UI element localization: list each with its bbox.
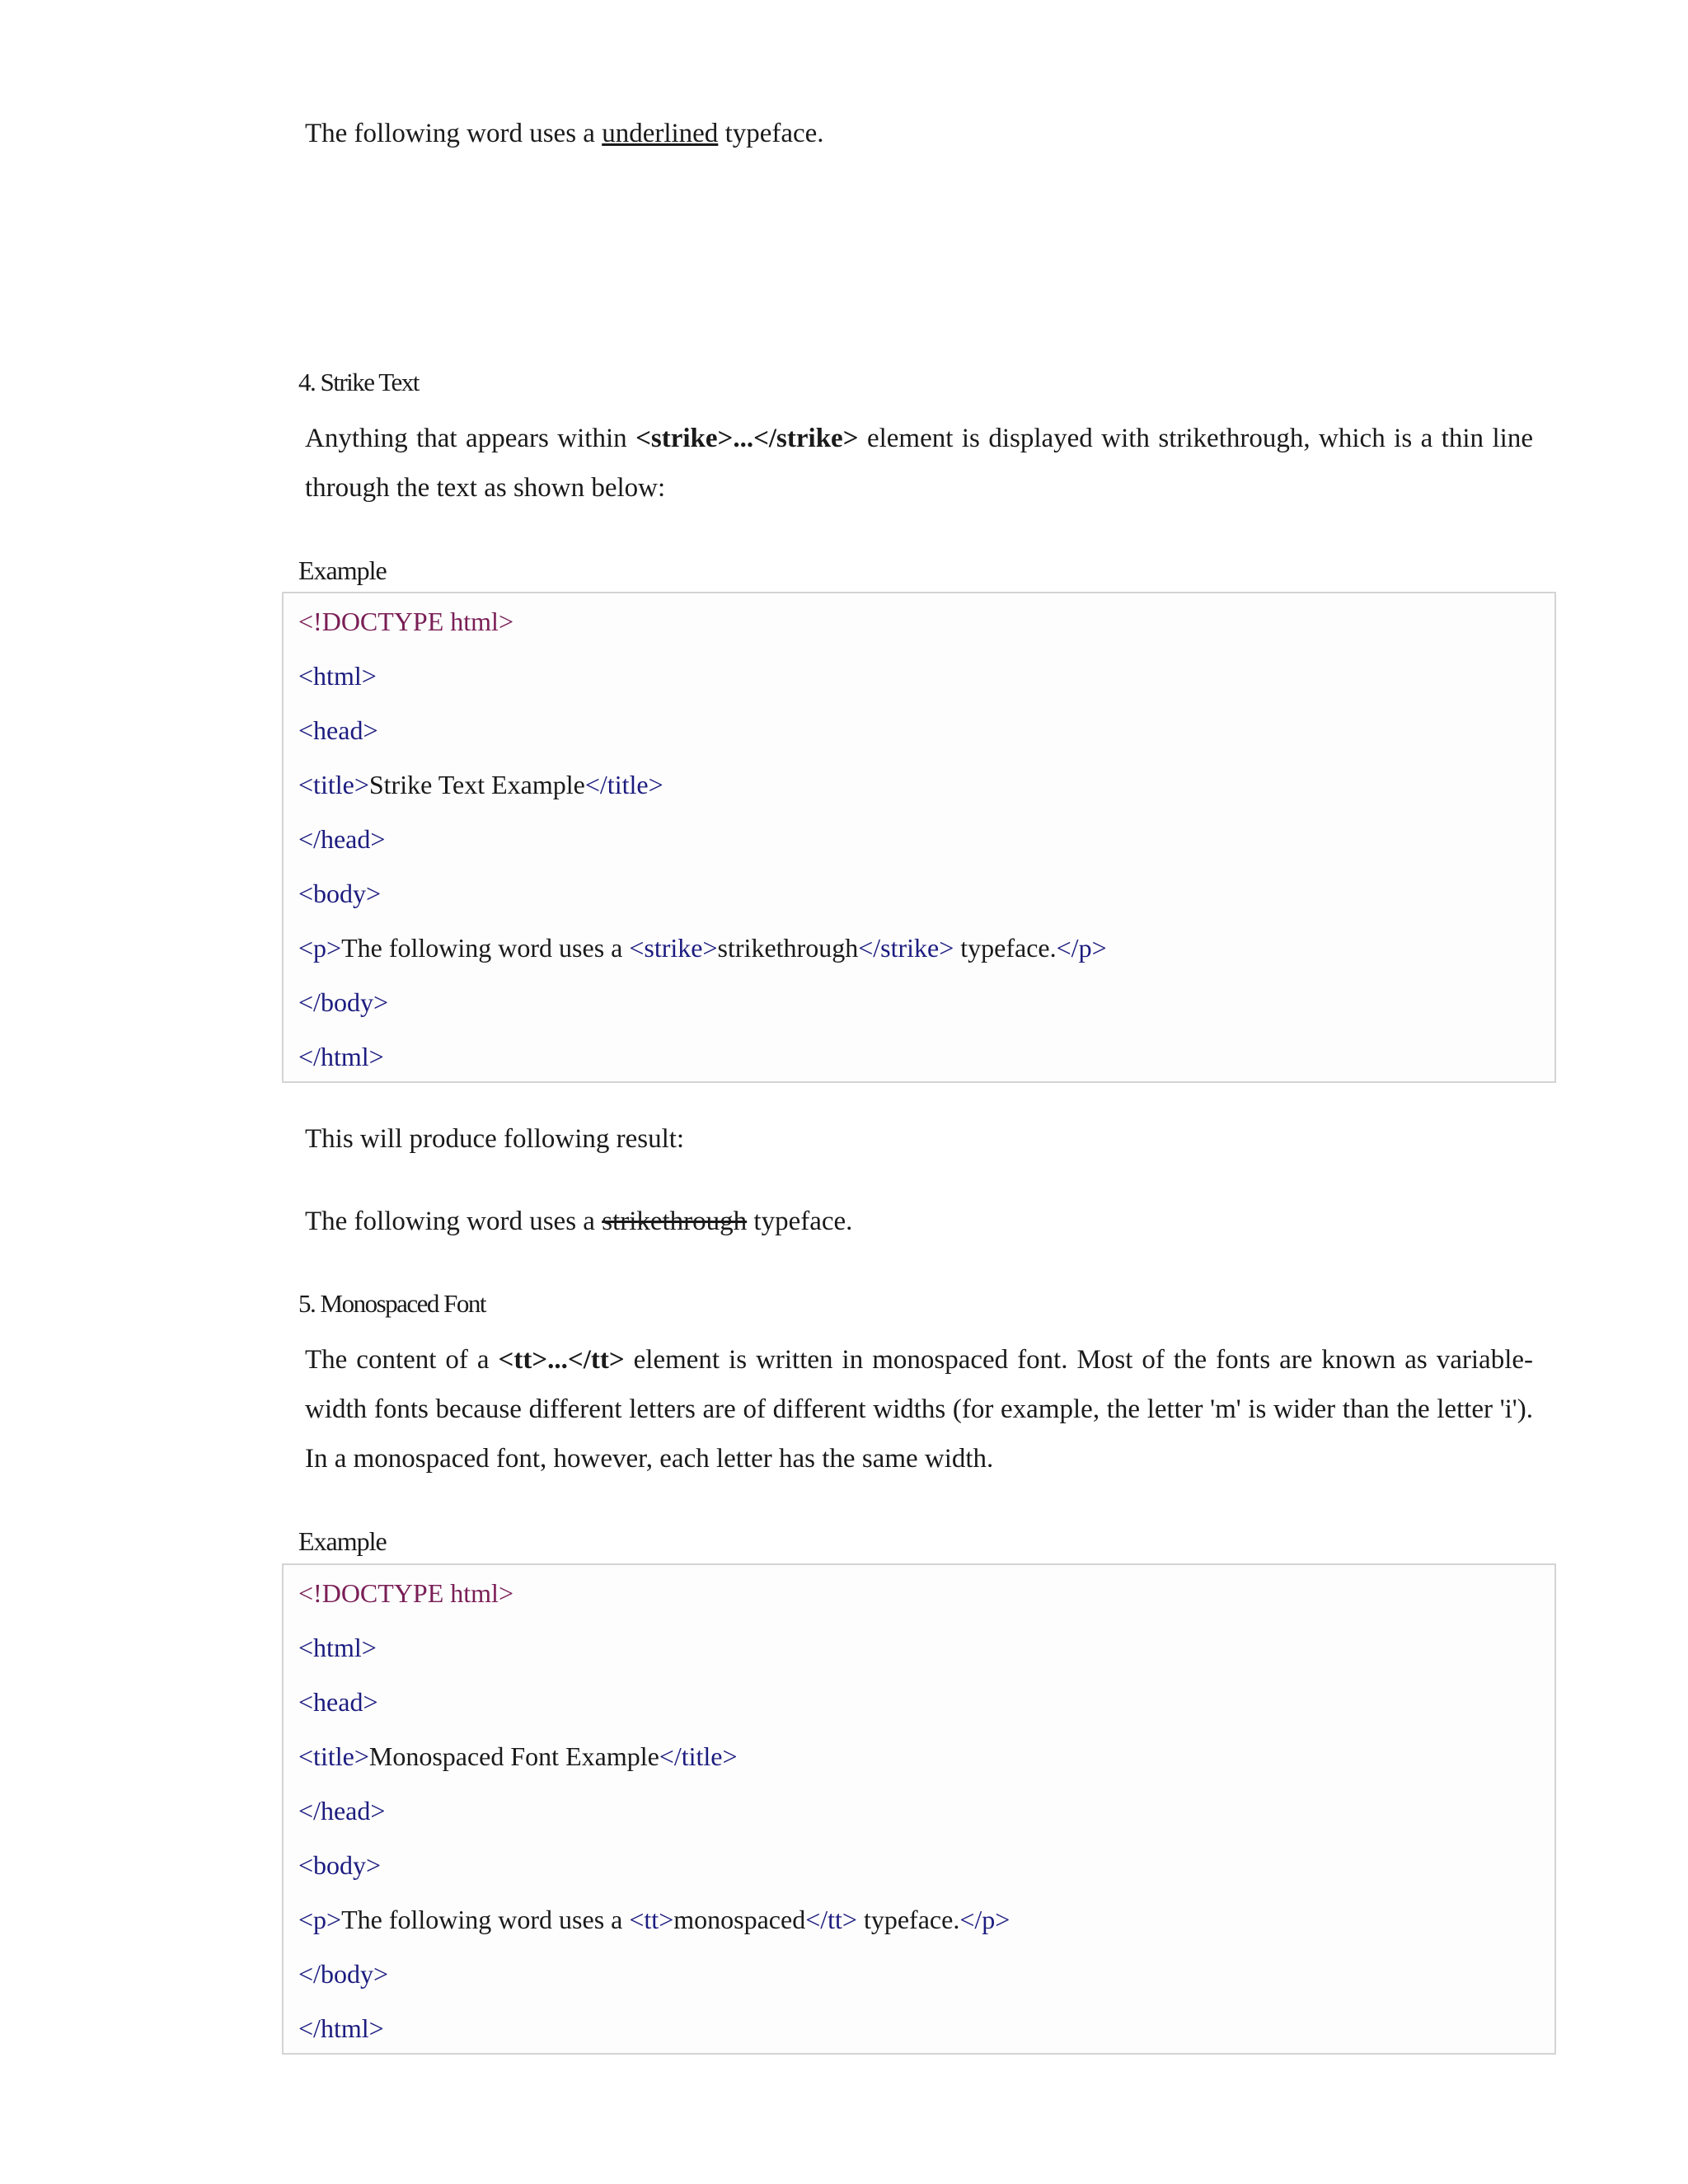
code-line: <html> bbox=[298, 1633, 377, 1662]
strike-example-label: Example bbox=[298, 555, 387, 585]
code-line: <html> bbox=[298, 661, 377, 691]
strike-result-line: The following word uses a strikethrough typeface. bbox=[305, 1207, 853, 1236]
mono-example-label: Example bbox=[298, 1526, 387, 1556]
underline-result-line bbox=[305, 109, 1533, 158]
result-text-after: typeface. bbox=[718, 119, 824, 148]
mono-section-heading: 5. Monospaced Font bbox=[298, 1289, 486, 1318]
code-line: </body> bbox=[298, 1959, 388, 1989]
code-line: </html> bbox=[298, 2013, 384, 2043]
code-line: <p>The following word uses a <strike>strikethrough</strike> typeface.</p> bbox=[298, 933, 1107, 963]
code-line: <head> bbox=[298, 715, 378, 745]
code-line: <title>Monospaced Font Example</title> bbox=[298, 1741, 738, 1771]
strike-intro-paragraph: Anything that appears within <strike>...</strike> element is displayed with strikethrough, which is a thin line through the text as shown below: bbox=[305, 424, 1533, 503]
strike-code-example bbox=[282, 592, 1556, 1083]
code-line: <title>Strike Text Example</title> bbox=[298, 770, 663, 799]
tt-element-code: <tt>...</tt> bbox=[498, 1345, 625, 1375]
code-line: <head> bbox=[298, 1687, 378, 1717]
code-line: </body> bbox=[298, 987, 388, 1017]
code-line: </html> bbox=[298, 1042, 384, 1071]
code-line: <p>The following word uses a <tt>monospaced</tt> typeface.</p> bbox=[298, 1905, 1010, 1934]
code-line: <body> bbox=[298, 879, 382, 908]
result-text-before: The following word uses a bbox=[305, 119, 603, 148]
strike-section-heading: 4. Strike Text bbox=[298, 368, 419, 396]
mono-code-example bbox=[282, 1563, 1556, 2055]
code-line: </head> bbox=[298, 824, 386, 854]
strike-element-code: <strike>...</strike> bbox=[635, 424, 859, 453]
mono-intro-paragraph: The content of a <tt>...</tt> element is written in monospaced font. Most of the fonts are known as variable-width fonts because different letters are of different widths (for example, the letter 'm' is wider than the letter 'i'). In a monospaced font, however, each letter has the same width. bbox=[305, 1345, 1533, 1474]
strike-result-intro: This will produce following result: bbox=[305, 1124, 685, 1154]
code-line: <!DOCTYPE html> bbox=[298, 1578, 513, 1608]
code-line: <body> bbox=[298, 1850, 382, 1880]
code-line: </head> bbox=[298, 1796, 386, 1825]
underlined-word: underlined bbox=[602, 119, 719, 148]
code-line: <!DOCTYPE html> bbox=[298, 607, 513, 636]
strikethrough-word: strikethrough bbox=[602, 1207, 748, 1236]
